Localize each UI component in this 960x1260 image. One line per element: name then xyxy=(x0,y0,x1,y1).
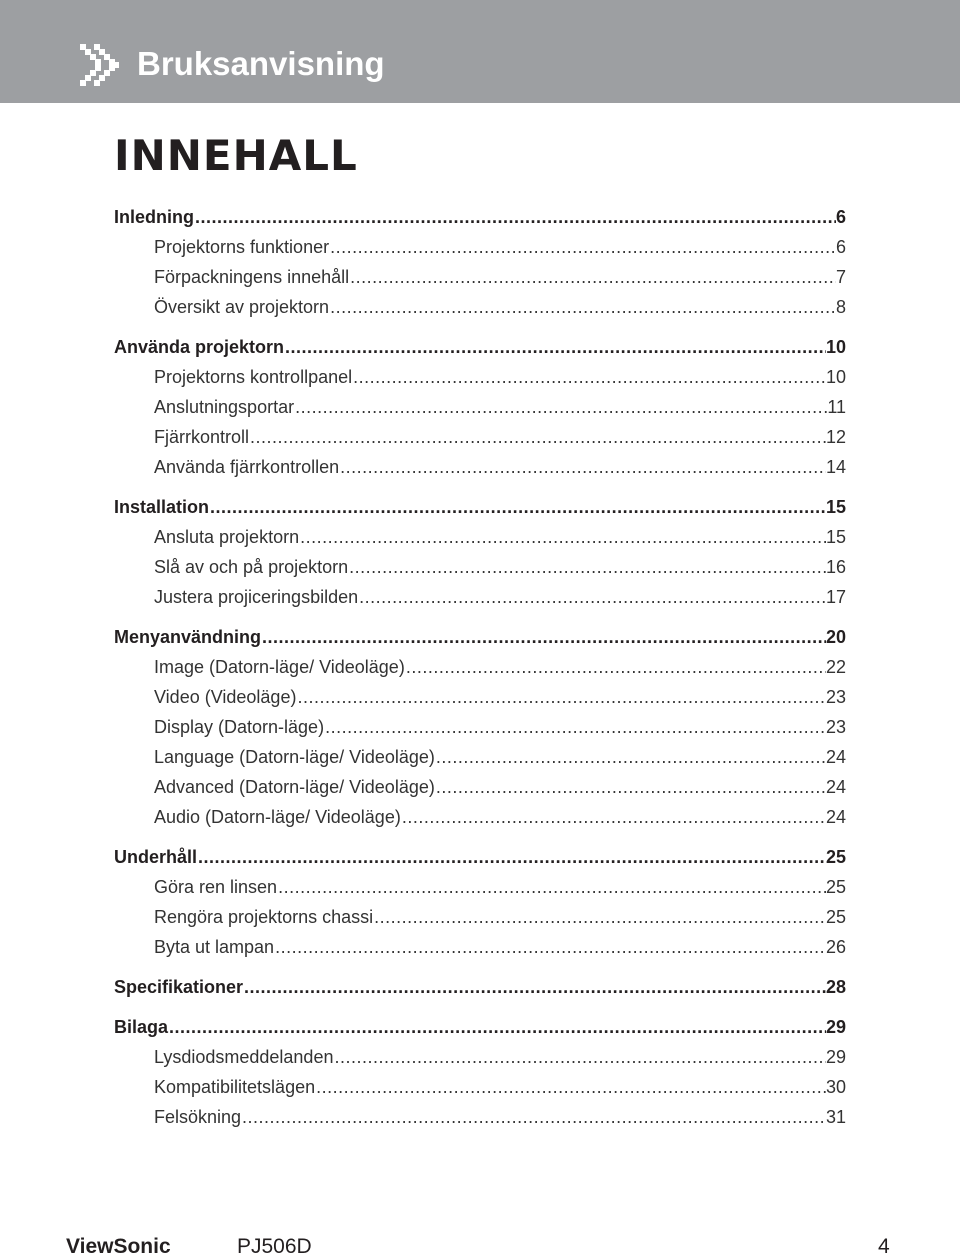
toc-entry-page: 23 xyxy=(825,687,846,707)
toc-leader-dots xyxy=(339,455,826,479)
toc-entry-label: Installation xyxy=(114,497,210,517)
table-of-contents xyxy=(0,200,960,1140)
toc-leader-dots xyxy=(329,295,836,319)
toc-leader-dots xyxy=(333,1045,826,1069)
toc-entry-label: Förpackningens innehåll xyxy=(154,267,350,287)
toc-entry-label: Advanced (Datorn-läge/ Videoläge) xyxy=(154,777,435,797)
toc-subsection-entry[interactable] xyxy=(154,365,846,389)
toc-leader-dots xyxy=(243,975,826,999)
toc-subsection-entry[interactable] xyxy=(154,395,846,419)
toc-entry-page: 11 xyxy=(827,397,846,417)
toc-entry-label: Display (Datorn-läge) xyxy=(154,717,325,737)
toc-subsection-entry[interactable] xyxy=(154,1075,846,1099)
toc-entry-page: 12 xyxy=(825,427,846,447)
toc-entry-label: Ansluta projektorn xyxy=(154,527,300,547)
toc-leader-dots xyxy=(348,555,826,579)
toc-entry-page: 31 xyxy=(825,1107,846,1127)
toc-subsection-entry[interactable] xyxy=(154,935,846,959)
toc-entry-page: 26 xyxy=(825,937,846,957)
toc-entry-page: 29 xyxy=(825,1017,846,1037)
toc-entry-label: Felsökning xyxy=(154,1107,242,1127)
toc-entry-label: Projektorns kontrollpanel xyxy=(154,367,353,387)
toc-entry-page: 24 xyxy=(825,747,846,767)
toc-entry-page: 6 xyxy=(835,207,846,227)
toc-entry-page: 17 xyxy=(825,587,846,607)
toc-section-entry[interactable] xyxy=(114,1015,846,1039)
toc-leader-dots xyxy=(249,425,826,449)
toc-entry-page: 20 xyxy=(825,627,846,647)
toc-leader-dots xyxy=(261,625,826,649)
toc-entry-label: Language (Datorn-läge/ Videoläge) xyxy=(154,747,435,767)
toc-entry-page: 24 xyxy=(825,807,846,827)
toc-entry-label: Byta ut lampan xyxy=(154,937,275,957)
toc-subsection-entry[interactable] xyxy=(154,235,846,259)
toc-section-entry[interactable] xyxy=(114,845,846,869)
toc-leader-dots xyxy=(349,265,836,289)
toc-leader-dots xyxy=(274,935,826,959)
toc-entry-label: Bilaga xyxy=(114,1017,169,1037)
toc-entry-page: 14 xyxy=(825,457,846,477)
toc-entry-label: Använda fjärrkontrollen xyxy=(154,457,340,477)
toc-leader-dots xyxy=(405,655,826,679)
document-title: Bruksanvisning xyxy=(137,45,385,82)
toc-leader-dots xyxy=(296,685,826,709)
toc-subsection-entry[interactable] xyxy=(154,685,846,709)
toc-section-entry[interactable] xyxy=(114,975,846,999)
toc-leader-dots xyxy=(209,495,826,519)
chevron-arrows-icon xyxy=(80,44,120,86)
toc-leader-dots xyxy=(401,805,826,829)
toc-entry-label: Video (Videoläge) xyxy=(154,687,297,707)
toc-entry-label: Översikt av projektorn xyxy=(154,297,330,317)
toc-leader-dots xyxy=(373,905,826,929)
toc-section-entry[interactable] xyxy=(114,205,846,229)
toc-entry-page: 15 xyxy=(825,497,846,517)
toc-entry-label: Audio (Datorn-läge/ Videoläge) xyxy=(154,807,401,827)
toc-entry-label: Menyanvändning xyxy=(114,627,262,647)
toc-leader-dots xyxy=(197,845,826,869)
toc-entry-label: Inledning xyxy=(114,207,194,227)
toc-subsection-entry[interactable] xyxy=(154,265,846,289)
toc-subsection-entry[interactable] xyxy=(154,1105,846,1129)
toc-entry-label: Image (Datorn-läge/ Videoläge) xyxy=(154,657,405,677)
toc-subsection-entry[interactable] xyxy=(154,1045,846,1069)
toc-leader-dots xyxy=(324,715,826,739)
toc-entry-page: 25 xyxy=(825,907,846,927)
toc-entry-page: 10 xyxy=(825,367,846,387)
toc-subsection-entry[interactable] xyxy=(154,555,846,579)
toc-leader-dots xyxy=(277,875,826,899)
toc-subsection-entry[interactable] xyxy=(154,805,846,829)
toc-entry-label: Göra ren linsen xyxy=(154,877,278,897)
toc-subsection-entry[interactable] xyxy=(154,745,846,769)
toc-entry-page: 22 xyxy=(825,657,846,677)
toc-entry-label: Anslutningsportar xyxy=(154,397,295,417)
toc-section-entry[interactable] xyxy=(114,335,846,359)
toc-leader-dots xyxy=(294,395,827,419)
toc-entry-page: 10 xyxy=(825,337,846,357)
toc-leader-dots xyxy=(168,1015,826,1039)
page-title: INNEHALL xyxy=(114,131,358,180)
toc-entry-label: Projektorns funktioner xyxy=(154,237,330,257)
toc-section-entry[interactable] xyxy=(114,495,846,519)
toc-entry-label: Rengöra projektorns chassi xyxy=(154,907,374,927)
toc-subsection-entry[interactable] xyxy=(154,905,846,929)
toc-subsection-entry[interactable] xyxy=(154,525,846,549)
toc-leader-dots xyxy=(241,1105,826,1129)
toc-entry-page: 15 xyxy=(825,527,846,547)
toc-leader-dots xyxy=(435,775,826,799)
toc-entry-page: 25 xyxy=(825,847,846,867)
toc-entry-page: 25 xyxy=(825,877,846,897)
footer-brand: ViewSonic xyxy=(66,1235,171,1258)
footer-model: PJ506D xyxy=(237,1235,312,1258)
toc-entry-label: Fjärrkontroll xyxy=(154,427,250,447)
toc-entry-page: 16 xyxy=(825,557,846,577)
toc-entry-label: Specifikationer xyxy=(114,977,244,997)
toc-leader-dots xyxy=(284,335,826,359)
toc-entry-page: 28 xyxy=(825,977,846,997)
toc-leader-dots xyxy=(358,585,826,609)
toc-entry-label: Kompatibilitetslägen xyxy=(154,1077,316,1097)
toc-leader-dots xyxy=(352,365,826,389)
toc-entry-label: Justera projiceringsbilden xyxy=(154,587,359,607)
toc-entry-label: Lysdiodsmeddelanden xyxy=(154,1047,334,1067)
toc-subsection-entry[interactable] xyxy=(154,425,846,449)
toc-subsection-entry[interactable] xyxy=(154,655,846,679)
toc-entry-page: 8 xyxy=(835,297,846,317)
toc-subsection-entry[interactable] xyxy=(154,715,846,739)
toc-subsection-entry[interactable] xyxy=(154,295,846,319)
toc-subsection-entry[interactable] xyxy=(154,775,846,799)
toc-leader-dots xyxy=(315,1075,826,1099)
toc-entry-label: Underhåll xyxy=(114,847,198,867)
toc-subsection-entry[interactable] xyxy=(154,455,846,479)
toc-entry-page: 23 xyxy=(825,717,846,737)
footer-page-number: 4 xyxy=(878,1235,890,1258)
toc-leader-dots xyxy=(194,205,836,229)
toc-subsection-entry[interactable] xyxy=(154,875,846,899)
toc-entry-page: 6 xyxy=(835,237,846,257)
toc-subsection-entry[interactable] xyxy=(154,585,846,609)
header-bar xyxy=(0,0,960,103)
toc-section-entry[interactable] xyxy=(114,625,846,649)
toc-leader-dots xyxy=(329,235,836,259)
toc-entry-label: Använda projektorn xyxy=(114,337,285,357)
toc-entry-page: 24 xyxy=(825,777,846,797)
toc-entry-page: 30 xyxy=(825,1077,846,1097)
toc-leader-dots xyxy=(299,525,826,549)
toc-leader-dots xyxy=(435,745,826,769)
toc-entry-page: 7 xyxy=(835,267,846,287)
toc-entry-label: Slå av och på projektorn xyxy=(154,557,349,577)
toc-entry-page: 29 xyxy=(825,1047,846,1067)
